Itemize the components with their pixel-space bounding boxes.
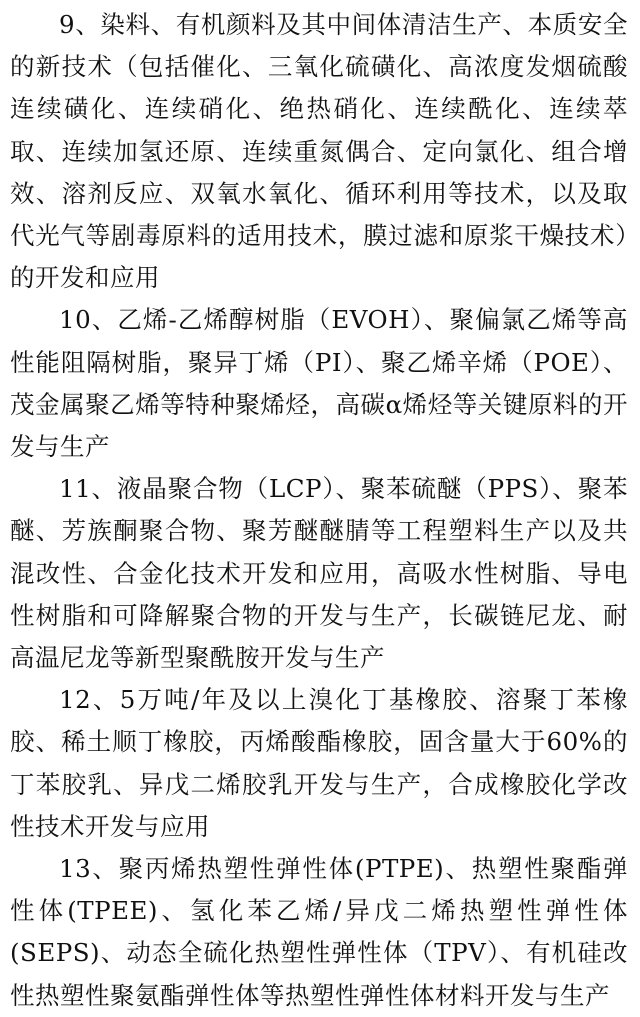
paragraph-item-10: 10、乙烯-乙烯醇树脂（EVOH）、聚偏氯乙烯等高性能阻隔树脂，聚异丁烯（PI）、聚乙烯辛烯（POE）、茂金属聚乙烯等特种聚烯烃，高碳α烯烃等关键原料的开发与生产 [10, 305, 628, 462]
paragraph-item-12: 12、5万吨/年及以上溴化丁基橡胶、溶聚丁苯橡胶、稀土顺丁橡胶，丙烯酸酯橡胶，固含量大于60%的丁苯胶乳、异戊二烯胶乳开发与生产，合成橡胶化学改性技术开发与应用 [10, 685, 628, 841]
paragraph-item-13: 13、聚丙烯热塑性弹性体(PTPE)、热塑性聚酯弹性体(TPEE)、氢化苯乙烯/异戊二烯热塑性弹性体(SEPS)、动态全硫化热塑性弹性体（TPV）、有机硅改性热塑性聚氨酯弹性体等热塑性弹性体材料开发与生产 [10, 854, 628, 1010]
paragraph-item-9: 9、染料、有机颜料及其中间体清洁生产、本质安全的新技术（包括催化、三氧化硫磺化、高浓度发烟硫酸连续磺化、连续硝化、绝热硝化、连续酰化、连续萃取、连续加氢还原、连续重氮偶合、定向氯化、组合增效、溶剂反应、双氧水氧化、循环利用等技术，以及取代光气等剧毒原料的适用技术，膜过滤和原浆干燥技术）的开发和应用 [10, 10, 628, 293]
paragraph-item-11: 11、液晶聚合物（LCP）、聚苯硫醚（PPS）、聚苯醚、芳族酮聚合物、聚芳醚醚腈等工程塑料生产以及共混改性、合金化技术开发和应用，高吸水性树脂、导电性树脂和可降解聚合物的开发与生产，长碳链尼龙、耐高温尼龙等新型聚酰胺开发与生产 [10, 474, 628, 673]
